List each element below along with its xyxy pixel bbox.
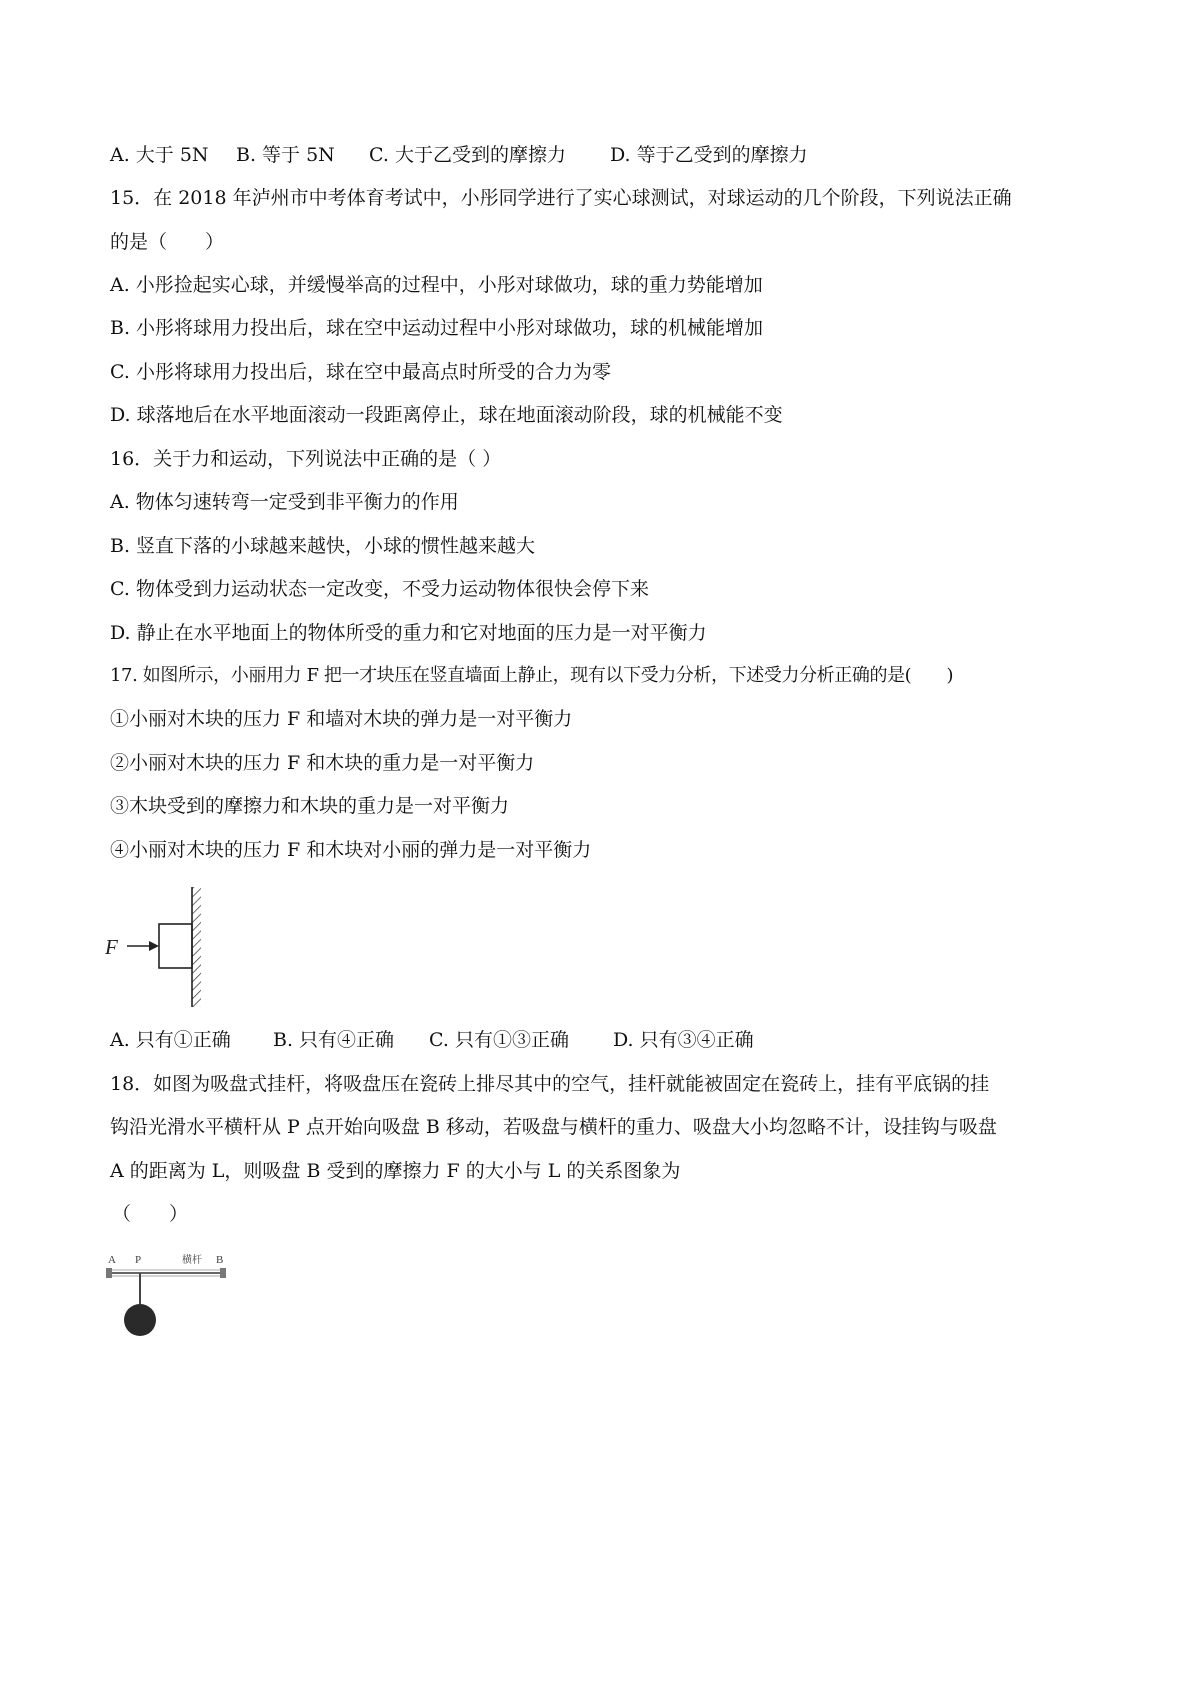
q14-option-d: D. 等于乙受到的摩擦力 (610, 144, 808, 166)
q18-stem-line3: A 的距离为 L，则吸盘 B 受到的摩擦力 F 的大小与 L 的关系图象为 (110, 1160, 681, 1182)
q17-figure (105, 882, 215, 1012)
q16-option-a: A. 物体匀速转弯一定受到非平衡力的作用 (110, 491, 459, 513)
q14-option-c: C. 大于乙受到的摩擦力 (369, 144, 566, 166)
label-p: P (135, 1254, 142, 1266)
q17-option-d: D. 只有③④正确 (613, 1029, 754, 1051)
q15-option-d: D. 球落地后在水平地面滚动一段距离停止，球在地面滚动阶段，球的机械能不变 (110, 404, 783, 426)
q17-option-b: B. 只有④正确 (273, 1029, 395, 1051)
q17-option-c: C. 只有①③正确 (429, 1029, 569, 1051)
wall (192, 887, 201, 1007)
q15-option-b: B. 小彤将球用力投出后，球在空中运动过程中小彤对球做功，球的机械能增加 (110, 317, 764, 339)
frying-pan (124, 1304, 156, 1336)
q16-stem: 16．关于力和运动，下列说法中正确的是（ ） (110, 448, 502, 470)
q15-stem-line1: 15．在 2018 年泸州市中考体育考试中，小彤同学进行了实心球测试，对球运动的几个阶段，下列说法正确 (110, 187, 1012, 209)
q15-stem-line2: 的是（ ） (110, 231, 225, 253)
q18-stem-line2: 钩沿光滑水平横杆从 P 点开始向吸盘 B 移动，若吸盘与横杆的重力、吸盘大小均忽略不计，设挂钩与吸盘 (110, 1116, 997, 1138)
horizontal-rod (112, 1270, 220, 1276)
q17-stem: 17. 如图所示，小丽用力 F 把一才块压在竖直墙面上静止，现有以下受力分析，下述受力分析正确的是( ) (110, 665, 954, 686)
q17-option-a: A. 只有①正确 (110, 1029, 231, 1051)
q14-option-b: B. 等于 5N (236, 144, 335, 166)
q16-option-d: D. 静止在水平地面上的物体所受的重力和它对地面的压力是一对平衡力 (110, 622, 707, 644)
suction-cup-a (106, 1268, 112, 1278)
q17-statement-4: ④小丽对木块的压力 F 和木块对小丽的弹力是一对平衡力 (110, 839, 592, 861)
q18-figure (102, 1252, 242, 1344)
force-arrow-icon (127, 941, 159, 951)
q18-stem-line1: 18．如图为吸盘式挂杆，将吸盘压在瓷砖上排尽其中的空气，挂杆就能被固定在瓷砖上，挂有平底锅的挂 (110, 1073, 990, 1095)
q15-option-a: A. 小彤捡起实心球，并缓慢举高的过程中，小彤对球做功，球的重力势能增加 (110, 274, 763, 296)
label-rod: 横杆 (182, 1255, 202, 1266)
q15-option-c: C. 小彤将球用力投出后，球在空中最高点时所受的合力为零 (110, 361, 611, 383)
wooden-block (159, 924, 192, 968)
q14-option-a: A. 大于 5N (110, 144, 209, 166)
q16-option-c: C. 物体受到力运动状态一定改变，不受力运动物体很快会停下来 (110, 578, 649, 600)
q17-statement-2: ②小丽对木块的压力 F 和木块的重力是一对平衡力 (110, 752, 535, 774)
label-a: A (108, 1254, 116, 1266)
label-b: B (216, 1254, 224, 1266)
force-label: F (105, 935, 118, 959)
q17-statement-3: ③木块受到的摩擦力和木块的重力是一对平衡力 (110, 795, 510, 817)
suction-cup-b (220, 1268, 226, 1278)
q17-statement-1: ①小丽对木块的压力 F 和墙对木块的弹力是一对平衡力 (110, 708, 573, 730)
q18-stem-line4: （ ） (112, 1203, 189, 1225)
q16-option-b: B. 竖直下落的小球越来越快，小球的惯性越来越大 (110, 535, 536, 557)
